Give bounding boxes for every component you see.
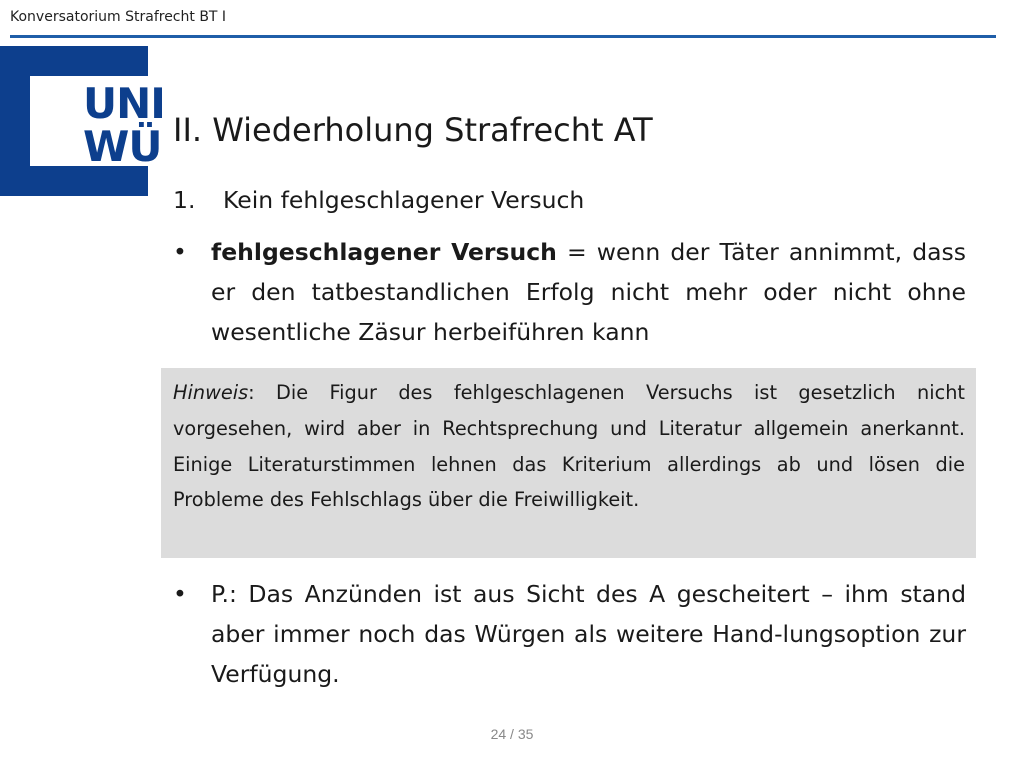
- header-course-title: Konversatorium Strafrecht BT I: [10, 9, 227, 25]
- bullet-symbol: •: [173, 580, 187, 608]
- numbered-item-number: 1.: [173, 186, 196, 214]
- note-box: [161, 368, 976, 558]
- logo-line2: WÜ: [83, 122, 162, 171]
- logo-line1: UNI: [83, 79, 165, 128]
- bullet-definition-text: [211, 232, 966, 352]
- definition-text: = wenn der Täter annimmt, dass er den tatbestandlichen Erfolg nicht mehr oder nicht ohne wesentliche Zäsur herbeiführen kann: [211, 238, 966, 346]
- bullet-definition: [173, 232, 966, 352]
- numbered-item: [173, 186, 584, 214]
- page-number: 24 / 35: [490, 726, 534, 742]
- bullet-symbol: •: [173, 238, 187, 266]
- defined-term: fehlgeschlagener Versuch: [211, 238, 557, 266]
- note-label: Hinweis: [173, 381, 249, 404]
- slide-title: II. Wiederholung Strafrecht AT: [173, 111, 653, 149]
- university-logo: [0, 46, 165, 196]
- numbered-item-text: Kein fehlgeschlagener Versuch: [223, 186, 585, 214]
- bullet-case-text: P.: Das Anzünden ist aus Sicht des A gescheitert – ihm stand aber immer noch das Würgen als weitere Hand-lungsoption zur Verfügung.: [211, 580, 966, 688]
- header-rule: [10, 35, 996, 38]
- bullet-case-application: [173, 574, 966, 694]
- note-text: : Die Figur des fehlgeschlagenen Versuchs ist gesetzlich nicht vorgesehen, wird aber in Rechtsprechung und Literatur allgemein anerkannt. Einige Literaturstimmen lehnen das Kriterium allerdings ab und lösen die Probleme des Fehlschlags über die Freiwilligkeit.: [173, 381, 965, 512]
